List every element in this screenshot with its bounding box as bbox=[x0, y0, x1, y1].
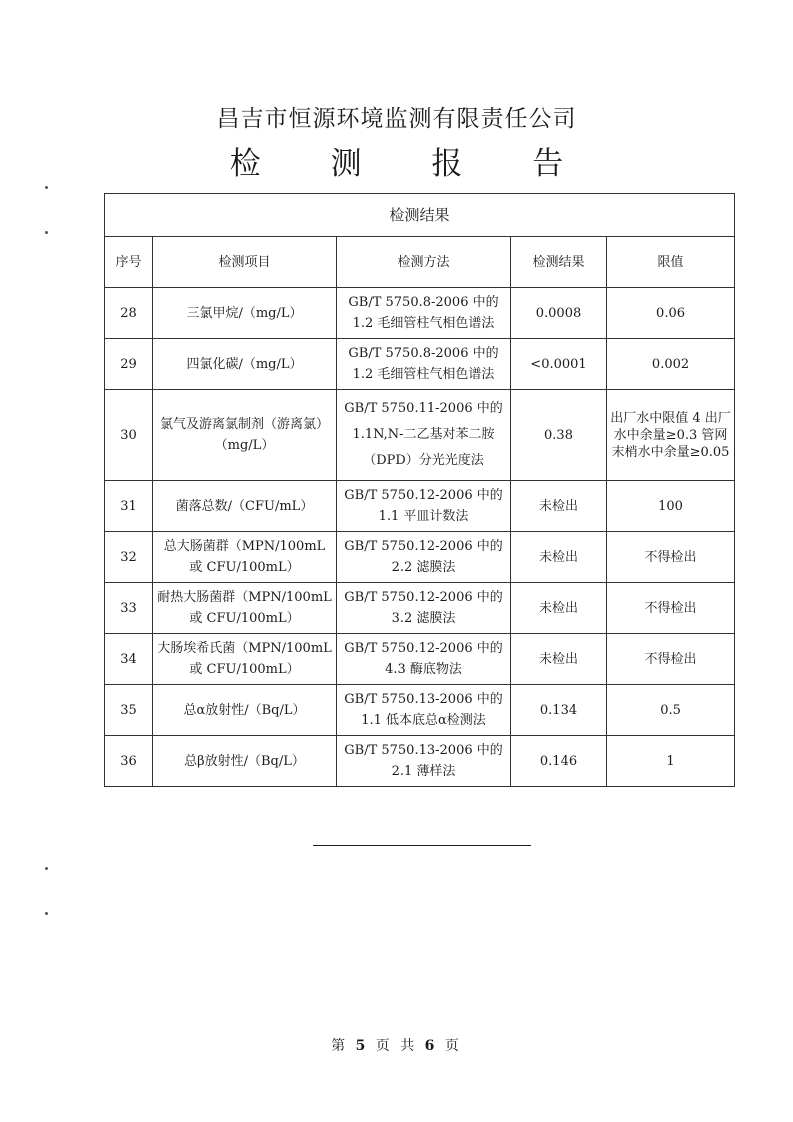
row-item: 总大肠菌群（MPN/100mL 或 CFU/100mL） bbox=[153, 532, 337, 583]
row-result: 0.0008 bbox=[511, 288, 607, 339]
row-method: GB/T 5750.12-2006 中的 4.3 酶底物法 bbox=[337, 634, 511, 685]
column-header-item: 检测项目 bbox=[153, 237, 337, 288]
row-item: 总β放射性/（Bq/L） bbox=[153, 736, 337, 787]
column-header-method: 检测方法 bbox=[337, 237, 511, 288]
column-header-limit: 限值 bbox=[607, 237, 735, 288]
row-limit: 不得检出 bbox=[607, 583, 735, 634]
row-no: 32 bbox=[105, 532, 153, 583]
row-method: GB/T 5750.12-2006 中的 1.1 平皿计数法 bbox=[337, 481, 511, 532]
table-row bbox=[105, 685, 735, 736]
row-method: GB/T 5750.8-2006 中的 1.2 毛细管柱气相色谱法 bbox=[337, 288, 511, 339]
current-page-number: 5 bbox=[355, 1038, 369, 1054]
results-table bbox=[104, 193, 735, 787]
row-method: GB/T 5750.13-2006 中的 2.1 薄样法 bbox=[337, 736, 511, 787]
row-no: 33 bbox=[105, 583, 153, 634]
row-no: 36 bbox=[105, 736, 153, 787]
table-caption: 检测结果 bbox=[105, 194, 735, 237]
footer-prefix: 第 bbox=[331, 1038, 349, 1054]
row-result: 未检出 bbox=[511, 583, 607, 634]
report-title: 检 测 报 告 bbox=[229, 146, 594, 182]
table-row bbox=[105, 481, 735, 532]
row-limit: 100 bbox=[607, 481, 735, 532]
row-limit: 不得检出 bbox=[607, 532, 735, 583]
row-method: GB/T 5750.13-2006 中的 1.1 低本底总α检测法 bbox=[337, 685, 511, 736]
row-no: 31 bbox=[105, 481, 153, 532]
column-header-result: 检测结果 bbox=[511, 237, 607, 288]
table-row bbox=[105, 634, 735, 685]
table-row bbox=[105, 583, 735, 634]
row-result: 0.146 bbox=[511, 736, 607, 787]
table-row bbox=[105, 532, 735, 583]
row-method: GB/T 5750.12-2006 中的 3.2 滤膜法 bbox=[337, 583, 511, 634]
row-result: 0.38 bbox=[511, 390, 607, 481]
row-method: GB/T 5750.12-2006 中的 2.2 滤膜法 bbox=[337, 532, 511, 583]
row-limit: 0.5 bbox=[607, 685, 735, 736]
table-header-row bbox=[105, 237, 735, 288]
row-limit: 不得检出 bbox=[607, 634, 735, 685]
row-method: GB/T 5750.8-2006 中的 1.2 毛细管柱气相色谱法 bbox=[337, 339, 511, 390]
row-no: 28 bbox=[105, 288, 153, 339]
company-name: 昌吉市恒源环境监测有限责任公司 bbox=[216, 106, 577, 132]
row-item: 大肠埃希氏菌（MPN/100mL 或 CFU/100mL） bbox=[153, 634, 337, 685]
binding-hole-mark bbox=[45, 912, 48, 915]
total-page-number: 6 bbox=[424, 1038, 438, 1054]
page-footer bbox=[0, 1035, 793, 1055]
row-no: 30 bbox=[105, 390, 153, 481]
binding-hole-mark bbox=[45, 231, 48, 234]
footer-suffix: 页 bbox=[444, 1038, 462, 1054]
row-no: 34 bbox=[105, 634, 153, 685]
binding-hole-mark bbox=[45, 186, 48, 189]
row-result: 未检出 bbox=[511, 481, 607, 532]
row-limit: 0.002 bbox=[607, 339, 735, 390]
row-item: 四氯化碳/（mg/L） bbox=[153, 339, 337, 390]
table-row bbox=[105, 390, 735, 481]
row-result: 未检出 bbox=[511, 634, 607, 685]
row-limit: 出厂水中限值 4 出厂水中余量≥0.3 管网末梢水中余量≥0.05 bbox=[607, 390, 735, 481]
table-row bbox=[105, 736, 735, 787]
row-limit: 0.06 bbox=[607, 288, 735, 339]
end-divider bbox=[313, 845, 531, 846]
row-method: GB/T 5750.11-2006 中的 1.1N,N-二乙基对苯二胺（DPD）分光光度法 bbox=[337, 390, 511, 481]
row-no: 35 bbox=[105, 685, 153, 736]
row-item: 耐热大肠菌群（MPN/100mL 或 CFU/100mL） bbox=[153, 583, 337, 634]
footer-middle: 页 共 bbox=[375, 1038, 418, 1054]
row-item: 三氯甲烷/（mg/L） bbox=[153, 288, 337, 339]
row-no: 29 bbox=[105, 339, 153, 390]
row-item: 菌落总数/（CFU/mL） bbox=[153, 481, 337, 532]
row-item: 总α放射性/（Bq/L） bbox=[153, 685, 337, 736]
table-row bbox=[105, 339, 735, 390]
row-item: 氯气及游离氯制剂（游离氯）（mg/L） bbox=[153, 390, 337, 481]
row-result: 0.134 bbox=[511, 685, 607, 736]
table-row bbox=[105, 288, 735, 339]
column-header-no: 序号 bbox=[105, 237, 153, 288]
binding-hole-mark bbox=[45, 867, 48, 870]
row-limit: 1 bbox=[607, 736, 735, 787]
row-result: 未检出 bbox=[511, 532, 607, 583]
row-result: <0.0001 bbox=[511, 339, 607, 390]
